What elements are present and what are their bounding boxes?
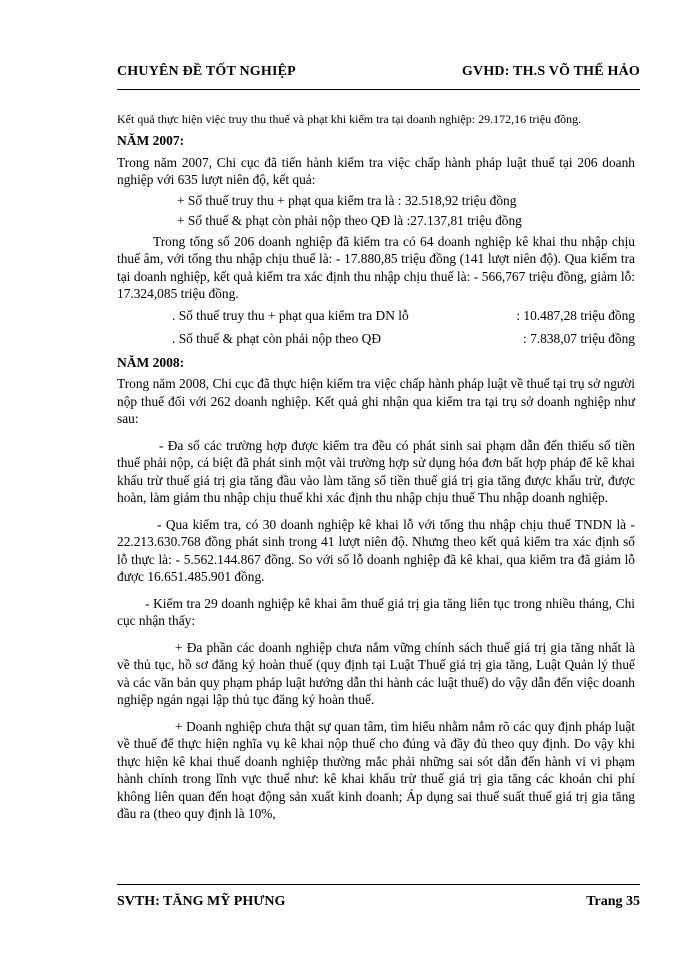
heading-2007: NĂM 2007: bbox=[117, 133, 185, 148]
header-divider bbox=[117, 89, 640, 90]
header-advisor: GVHD: TH.S VÕ THẾ HẢO bbox=[461, 64, 640, 79]
footer-divider bbox=[117, 884, 640, 885]
paragraph-2007-detail: Trong tổng số 206 doanh nghiệp đã kiểm tra có 64 doanh nghiệp kê khai thu nhập chịu thuế âm, với tổng thu nhập chịu thuế là: - 17.880,85 triệu đồng (141 lượt niên độ). Qua kiểm tra tại doanh nghiệp, kết quả kiểm tra xác định thu nhập chịu thuế là: - 566,767 triệu đồng, giảm lỗ: 17.324,085 triệu đồng. bbox=[117, 233, 635, 301]
paragraph-2008-vat-point-2: + Doanh nghiệp chưa thật sự quan tâm, tìm hiểu nhằm nắm rõ các quy định pháp luật về thuế để thực hiện nghĩa vụ kê khai nộp thuế cho đúng và đầy đủ theo quy định. Do vậy khi thực hiện kê khai thuế doanh nghiệp thường mắc phải những sai sót dẫn đến hành vi vi phạm hành chính trong lĩnh vực thuế như: kê khai khấu trừ thuế giá trị gia tăng các khoản chi phí không liên quan đến hoạt động sản xuất kinh doanh; Áp dụng sai thuế suất thuế giá trị gia tăng đầu ra (theo quy định là 10%, bbox=[117, 718, 635, 821]
result-row-1-value: : 10.487,28 triệu đồng bbox=[516, 307, 635, 323]
bullet-2007-2: + Số thuế & phạt còn phải nộp theo QĐ là :27.137,81 triệu đồng bbox=[177, 213, 522, 228]
header-title: CHUYÊN ĐỀ TỐT NGHIỆP bbox=[117, 64, 296, 79]
paragraph-2007-intro: Trong năm 2007, Chi cục đã tiến hành kiểm tra việc chấp hành pháp luật thuế tại 206 doanh nghiệp với 635 lượt niên độ, kết quả: bbox=[117, 154, 635, 187]
intro-paragraph: Kết quả thực hiện việc truy thu thuế và phạt khi kiểm tra tại doanh nghiệp: 29.172,16 triệu đồng. bbox=[117, 112, 582, 126]
result-row-1-label: . Số thuế truy thu + phạt qua kiểm tra DN lỗ bbox=[172, 307, 409, 323]
paragraph-2008-violations: - Đa số các trường hợp được kiểm tra đều có phát sinh sai phạm dẫn đến thiếu số tiền thuế phải nộp, cá biệt đã phát sinh một vài trường hợp sử dụng hóa đơn bất hợp pháp để kê khai khấu trừ thuế giá trị gia tăng đầu vào làm tăng số tiền thuế giá trị gia tăng được khấu trừ, được hoàn, làm giảm thu nhập chịu thuế khi xác định thu nhập chịu thuế Thu nhập doanh nghiệp. bbox=[117, 437, 635, 505]
page-header bbox=[117, 64, 640, 80]
paragraph-2008-vat: - Kiểm tra 29 doanh nghiệp kê khai âm thuế giá trị gia tăng liên tục trong nhiều tháng, Chi cục nhận thấy: bbox=[117, 595, 635, 628]
result-row-2-label: . Số thuế & phạt còn phải nộp theo QĐ bbox=[172, 331, 382, 346]
page-footer bbox=[117, 894, 640, 910]
result-row-2 bbox=[117, 330, 635, 348]
result-row-1 bbox=[117, 307, 635, 325]
paragraph-2008-intro: Trong năm 2008, Chi cục đã thực hiện kiểm tra việc chấp hành pháp luật về thuế tại trụ sở người nộp thuế đối với 262 doanh nghiệp. Kết quả ghi nhận qua kiểm tra tại trụ sở doanh nghiệp như sau: bbox=[117, 376, 635, 426]
document-body bbox=[117, 112, 635, 823]
paragraph-2008-losses: - Qua kiểm tra, có 30 doanh nghiệp kê khai lỗ với tổng thu nhập chịu thuế TNDN là - 22.213.630.768 đồng phát sinh trong 41 lượt niên độ. Nhưng theo kết quả kiểm tra xác định số lỗ thực là: - 5.562.144.867 đồng. So với số lỗ doanh nghiệp đã kê khai, qua kiểm tra đã giảm lỗ được 16.651.485.901 đồng. bbox=[117, 516, 635, 584]
result-row-2-value: : 7.838,07 triệu đồng bbox=[523, 331, 635, 346]
footer-student: SVTH: TĂNG MỸ PHƯNG bbox=[117, 894, 286, 909]
paragraph-2008-vat-point-1: + Đa phần các doanh nghiệp chưa nắm vững chính sách thuế giá trị gia tăng nhất là về thủ tục, hồ sơ đăng ký hoàn thuế (quy định tại Luật Thuế giá trị gia tăng, Luật Quản lý thuế và các văn bản quy phạm pháp luật hướng dẫn thi hành các luật thuế) do vậy dẫn đến việc doanh nghiệp ngán ngại lập thủ tục đăng ký hoàn thuế. bbox=[117, 639, 635, 707]
page-number: Trang 35 bbox=[586, 894, 640, 909]
bullet-2007-1: + Số thuế truy thu + phạt qua kiểm tra là : 32.518,92 triệu đồng bbox=[177, 192, 517, 208]
heading-2008: NĂM 2008: bbox=[117, 354, 185, 370]
